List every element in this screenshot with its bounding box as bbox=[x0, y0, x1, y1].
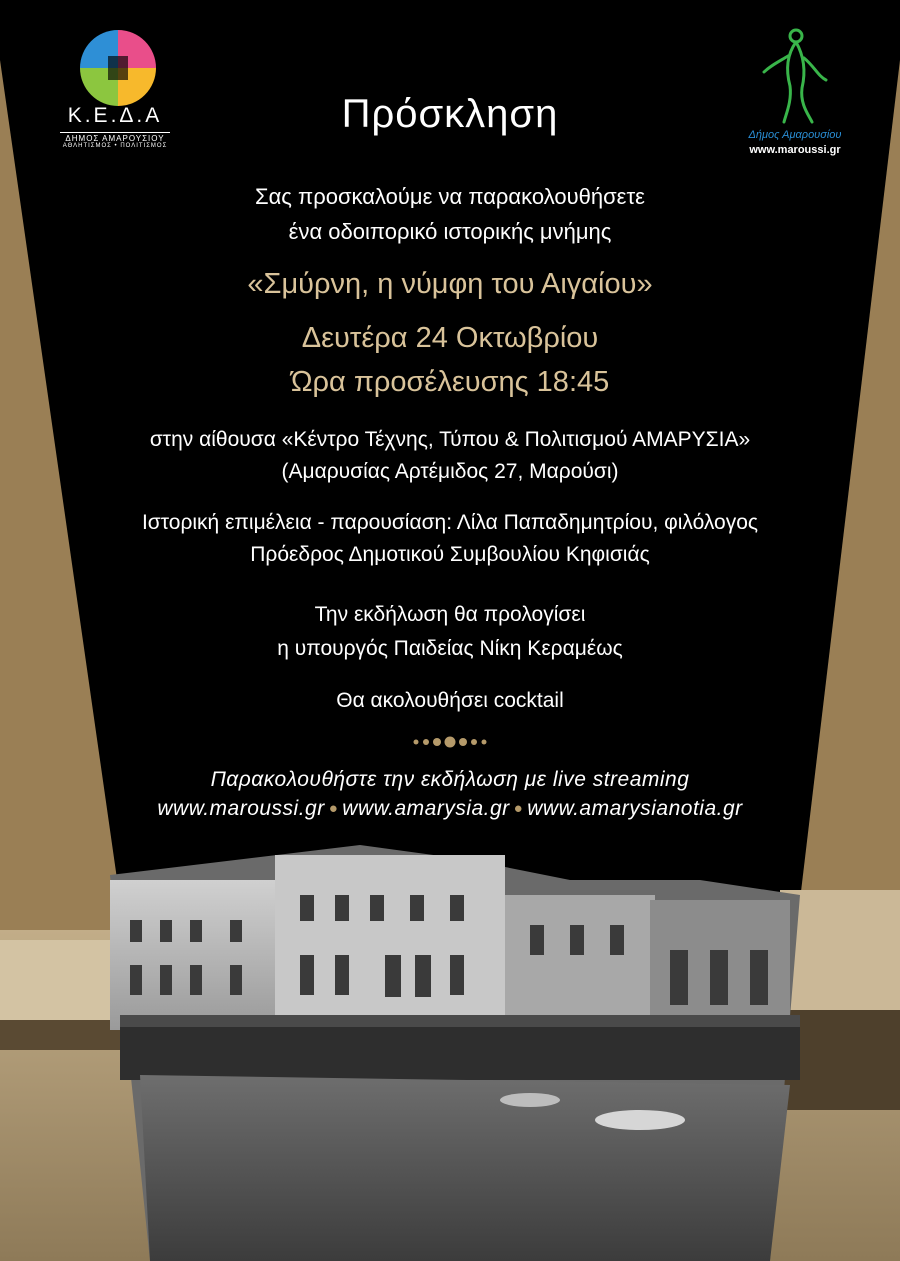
streaming-link-amarysia[interactable]: www.amarysia.gr bbox=[342, 797, 510, 820]
keda-logo-subtitle: ΔΗΜΟΣ ΑΜΑΡΟΥΣΙΟΥ bbox=[60, 132, 170, 143]
arrival-time: Ώρα προσέλευσης 18:45 bbox=[290, 366, 610, 398]
prologue-line-1: Την εκδήλωση θα προλογίσει bbox=[314, 603, 586, 626]
event-date: Δευτέρα 24 Οκτωβρίου bbox=[301, 322, 599, 354]
bullet-separator: ● bbox=[328, 800, 339, 817]
prologue-line-2: η υπουργός Παιδείας Νίκη Κεραμέως bbox=[277, 637, 623, 660]
page-title: Πρόσκληση bbox=[341, 92, 559, 136]
streaming-label: Παρακολουθήστε την εκδήλωση με live streaming bbox=[210, 768, 690, 791]
dots-divider-icon bbox=[400, 734, 500, 750]
streaming-link-amarysianotia[interactable]: www.amarysianotia.gr bbox=[527, 797, 743, 820]
keda-logo-name: Κ.Ε.Δ.Α bbox=[67, 104, 163, 127]
intro-line-1: Σας προσκαλούμε να παρακολουθήσετε bbox=[254, 184, 645, 209]
bullet-separator: ● bbox=[513, 800, 524, 817]
streaming-links bbox=[0, 797, 900, 821]
venue-line-1: στην αίθουσα «Κέντρο Τέχνης, Τύπου & Πολιτισμού ΑΜΑΡΥΣΙΑ» bbox=[149, 428, 751, 451]
keda-logo-tagline: ΑΘΛΗΤΙΣΜΟΣ • ΠΟΛΙΤΙΣΜΟΣ bbox=[62, 143, 168, 149]
curator-line-1: Ιστορική επιμέλεια - παρουσίαση: Λίλα Παπαδημητρίου, φιλόλογος bbox=[141, 511, 759, 534]
intro-line-2: ένα οδοιπορικό ιστορικής μνήμης bbox=[288, 219, 612, 244]
dimos-logo-name: Δήμος Αμαρουσίου bbox=[748, 129, 842, 141]
streaming-link-maroussi[interactable]: www.maroussi.gr bbox=[157, 797, 325, 820]
curator-line-2: Πρόεδρος Δημοτικού Συμβουλίου Κηφισιάς bbox=[250, 543, 650, 566]
smyrna-quay-photo bbox=[110, 845, 800, 1261]
venue-line-2: (Αμαρυσίας Αρτέμιδος 27, Μαρούσι) bbox=[281, 460, 619, 483]
dimos-logo-url: www.maroussi.gr bbox=[749, 144, 841, 156]
cocktail-note: Θα ακολουθήσει cocktail bbox=[336, 689, 564, 712]
event-title: «Σμύρνη, η νύμφη του Αιγαίου» bbox=[247, 268, 653, 300]
